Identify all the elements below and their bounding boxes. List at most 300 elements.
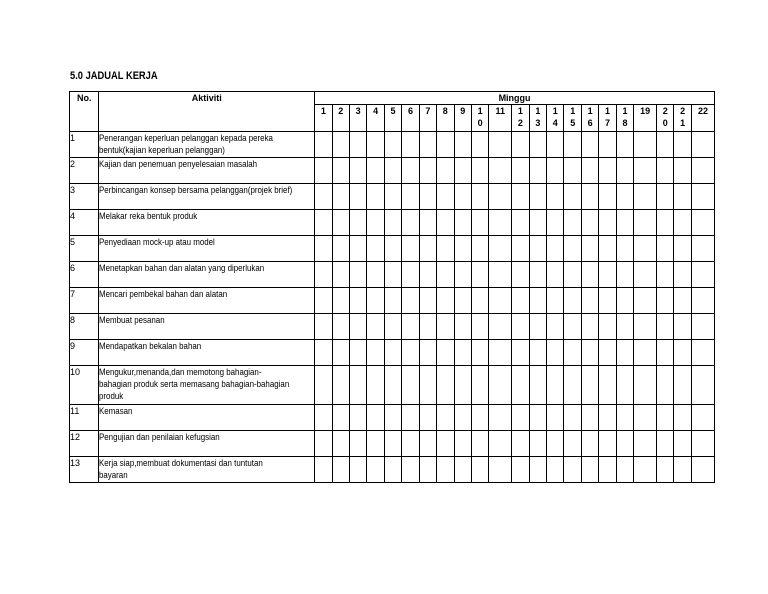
schedule-cell bbox=[599, 236, 616, 262]
schedule-cell bbox=[547, 314, 564, 340]
schedule-cell bbox=[402, 457, 419, 483]
schedule-cell bbox=[634, 405, 657, 431]
schedule-cell bbox=[367, 158, 384, 184]
schedule-cell bbox=[384, 366, 401, 405]
schedule-cell bbox=[332, 158, 349, 184]
schedule-cell bbox=[616, 262, 633, 288]
schedule-cell bbox=[634, 340, 657, 366]
schedule-cell bbox=[402, 210, 419, 236]
schedule-cell bbox=[657, 236, 674, 262]
schedule-cell bbox=[616, 132, 633, 158]
schedule-cell bbox=[512, 262, 529, 288]
schedule-cell bbox=[547, 340, 564, 366]
schedule-cell bbox=[471, 236, 488, 262]
schedule-cell bbox=[512, 457, 529, 483]
schedule-cell bbox=[581, 288, 598, 314]
week-number-digit: 1 bbox=[680, 118, 686, 128]
schedule-cell bbox=[529, 405, 546, 431]
schedule-cell bbox=[674, 314, 691, 340]
document-title: 5.0 JADUAL KERJA bbox=[70, 70, 158, 82]
schedule-cell bbox=[332, 262, 349, 288]
schedule-cell bbox=[657, 340, 674, 366]
activity-cell: Mencari pembekal bahan dan alatan bbox=[99, 288, 315, 314]
row-number: 13 bbox=[70, 457, 99, 483]
schedule-cell bbox=[657, 288, 674, 314]
table-row bbox=[70, 340, 715, 366]
schedule-cell bbox=[581, 236, 598, 262]
row-number: 12 bbox=[70, 431, 99, 457]
schedule-cell bbox=[512, 288, 529, 314]
schedule-cell bbox=[674, 431, 691, 457]
schedule-cell bbox=[454, 431, 471, 457]
schedule-cell bbox=[349, 262, 366, 288]
week-number-digit: 1 bbox=[605, 106, 611, 116]
schedule-cell bbox=[599, 262, 616, 288]
schedule-cell bbox=[691, 236, 714, 262]
schedule-cell bbox=[471, 314, 488, 340]
row-number: 5 bbox=[70, 236, 99, 262]
schedule-cell bbox=[674, 262, 691, 288]
schedule-cell bbox=[402, 366, 419, 405]
schedule-cell bbox=[489, 288, 512, 314]
schedule-cell bbox=[332, 431, 349, 457]
schedule-cell bbox=[529, 184, 546, 210]
week-number-digit: 1 bbox=[517, 106, 523, 116]
schedule-cell bbox=[489, 314, 512, 340]
schedule-cell bbox=[489, 184, 512, 210]
schedule-cell bbox=[529, 132, 546, 158]
schedule-cell bbox=[581, 210, 598, 236]
schedule-cell bbox=[454, 158, 471, 184]
schedule-cell bbox=[454, 210, 471, 236]
week-number-digit: 3 bbox=[535, 118, 541, 128]
schedule-cell bbox=[384, 288, 401, 314]
schedule-cell bbox=[349, 457, 366, 483]
schedule-cell bbox=[419, 366, 436, 405]
activity-cell: Penerangan keperluan pelanggan kepada pereka bentuk(kajian keperluan pelanggan) bbox=[99, 132, 315, 158]
schedule-cell bbox=[384, 132, 401, 158]
schedule-cell bbox=[547, 158, 564, 184]
schedule-cell bbox=[402, 431, 419, 457]
schedule-cell bbox=[315, 262, 332, 288]
schedule-cell bbox=[437, 262, 454, 288]
schedule-cell bbox=[581, 184, 598, 210]
schedule-cell bbox=[674, 457, 691, 483]
schedule-cell bbox=[581, 132, 598, 158]
schedule-cell bbox=[315, 314, 332, 340]
week-number-digit: 9 bbox=[460, 106, 466, 116]
schedule-cell bbox=[419, 236, 436, 262]
schedule-cell bbox=[349, 132, 366, 158]
schedule-cell bbox=[419, 314, 436, 340]
week-number-cell bbox=[332, 105, 349, 132]
table-row bbox=[70, 236, 715, 262]
schedule-cell bbox=[471, 457, 488, 483]
schedule-cell bbox=[454, 457, 471, 483]
schedule-cell bbox=[657, 366, 674, 405]
schedule-cell bbox=[489, 210, 512, 236]
schedule-cell bbox=[384, 405, 401, 431]
schedule-cell bbox=[437, 210, 454, 236]
schedule-cell bbox=[581, 340, 598, 366]
schedule-cell bbox=[332, 457, 349, 483]
schedule-cell bbox=[367, 405, 384, 431]
schedule-cell bbox=[384, 340, 401, 366]
schedule-cell bbox=[674, 158, 691, 184]
week-number-digit: 0 bbox=[477, 118, 483, 128]
schedule-cell bbox=[691, 262, 714, 288]
schedule-cell bbox=[315, 132, 332, 158]
activity-rows bbox=[70, 132, 715, 483]
schedule-cell bbox=[419, 405, 436, 431]
activity-cell: Membuat pesanan bbox=[99, 314, 315, 340]
week-number-digit: 1 bbox=[552, 106, 558, 116]
row-number: 11 bbox=[70, 405, 99, 431]
schedule-cell bbox=[512, 210, 529, 236]
schedule-cell bbox=[674, 405, 691, 431]
schedule-cell bbox=[402, 340, 419, 366]
schedule-cell bbox=[547, 405, 564, 431]
week-number-cell bbox=[547, 105, 564, 132]
schedule-cell bbox=[599, 210, 616, 236]
schedule-cell bbox=[367, 288, 384, 314]
week-number-digit: 19 bbox=[640, 106, 651, 116]
schedule-cell bbox=[437, 236, 454, 262]
table-row bbox=[70, 314, 715, 340]
activity-cell: Penyediaan mock-up atau model bbox=[99, 236, 315, 262]
schedule-cell bbox=[657, 457, 674, 483]
schedule-cell bbox=[349, 184, 366, 210]
week-number-digit: 3 bbox=[355, 106, 361, 116]
schedule-cell bbox=[367, 314, 384, 340]
schedule-cell bbox=[512, 184, 529, 210]
schedule-cell bbox=[512, 314, 529, 340]
schedule-cell bbox=[384, 262, 401, 288]
row-number: 7 bbox=[70, 288, 99, 314]
schedule-cell bbox=[564, 288, 581, 314]
schedule-cell bbox=[564, 262, 581, 288]
schedule-cell bbox=[437, 340, 454, 366]
schedule-cell bbox=[315, 288, 332, 314]
schedule-cell bbox=[367, 457, 384, 483]
schedule-cell bbox=[691, 431, 714, 457]
schedule-cell bbox=[512, 132, 529, 158]
schedule-cell bbox=[547, 366, 564, 405]
activity-cell: Perbincangan konsep bersama pelanggan(projek brief) bbox=[99, 184, 315, 210]
week-number-digit: 5 bbox=[570, 118, 576, 128]
schedule-cell bbox=[489, 431, 512, 457]
schedule-cell bbox=[657, 314, 674, 340]
schedule-cell bbox=[315, 405, 332, 431]
schedule-cell bbox=[581, 262, 598, 288]
schedule-cell bbox=[419, 340, 436, 366]
schedule-cell bbox=[384, 210, 401, 236]
schedule-cell bbox=[315, 431, 332, 457]
week-number-cell bbox=[657, 105, 674, 132]
week-number-cell bbox=[529, 105, 546, 132]
schedule-cell bbox=[547, 262, 564, 288]
week-number-digit: 8 bbox=[622, 118, 628, 128]
schedule-cell bbox=[367, 340, 384, 366]
schedule-cell bbox=[634, 132, 657, 158]
schedule-cell bbox=[616, 184, 633, 210]
schedule-cell bbox=[529, 366, 546, 405]
schedule-cell bbox=[471, 405, 488, 431]
schedule-cell bbox=[674, 132, 691, 158]
week-number-digit: 2 bbox=[517, 118, 523, 128]
schedule-cell bbox=[315, 184, 332, 210]
schedule-cell bbox=[402, 132, 419, 158]
row-number: 1 bbox=[70, 132, 99, 158]
schedule-cell bbox=[529, 340, 546, 366]
week-number-cell bbox=[419, 105, 436, 132]
schedule-cell bbox=[349, 340, 366, 366]
schedule-cell bbox=[691, 314, 714, 340]
schedule-cell bbox=[419, 288, 436, 314]
schedule-cell bbox=[581, 366, 598, 405]
schedule-cell bbox=[512, 158, 529, 184]
schedule-cell bbox=[512, 431, 529, 457]
week-number-digit: 5 bbox=[390, 106, 396, 116]
schedule-cell bbox=[581, 405, 598, 431]
schedule-cell bbox=[564, 366, 581, 405]
header-no: No. bbox=[70, 92, 99, 132]
schedule-cell bbox=[471, 158, 488, 184]
week-number-cell bbox=[581, 105, 598, 132]
week-number-cell bbox=[402, 105, 419, 132]
schedule-cell bbox=[332, 366, 349, 405]
schedule-cell bbox=[402, 288, 419, 314]
schedule-cell bbox=[691, 288, 714, 314]
schedule-cell bbox=[402, 236, 419, 262]
schedule-cell bbox=[581, 158, 598, 184]
schedule-cell bbox=[616, 288, 633, 314]
row-number: 8 bbox=[70, 314, 99, 340]
schedule-cell bbox=[454, 405, 471, 431]
schedule-cell bbox=[489, 366, 512, 405]
schedule-cell bbox=[315, 366, 332, 405]
schedule-cell bbox=[437, 158, 454, 184]
week-number-cell bbox=[564, 105, 581, 132]
schedule-cell bbox=[332, 132, 349, 158]
row-number: 4 bbox=[70, 210, 99, 236]
schedule-cell bbox=[419, 158, 436, 184]
week-number-digit: 6 bbox=[407, 106, 413, 116]
activity-cell: Menetapkan bahan dan alatan yang diperlukan bbox=[99, 262, 315, 288]
schedule-cell bbox=[489, 405, 512, 431]
schedule-cell bbox=[634, 366, 657, 405]
schedule-cell bbox=[529, 457, 546, 483]
week-number-cell bbox=[349, 105, 366, 132]
activity-cell: Kerja siap,membuat dokumentasi dan tuntutan bayaran bbox=[99, 457, 315, 483]
table-row bbox=[70, 405, 715, 431]
week-number-digit: 7 bbox=[605, 118, 611, 128]
schedule-cell bbox=[599, 314, 616, 340]
week-number-digit: 4 bbox=[373, 106, 379, 116]
schedule-cell bbox=[349, 210, 366, 236]
schedule-cell bbox=[437, 405, 454, 431]
schedule-cell bbox=[419, 457, 436, 483]
schedule-cell bbox=[547, 431, 564, 457]
schedule-cell bbox=[489, 236, 512, 262]
schedule-cell bbox=[471, 431, 488, 457]
week-number-digit: 11 bbox=[495, 106, 506, 116]
schedule-cell bbox=[581, 314, 598, 340]
row-number: 10 bbox=[70, 366, 99, 405]
schedule-cell bbox=[454, 314, 471, 340]
schedule-cell bbox=[437, 184, 454, 210]
schedule-cell bbox=[674, 210, 691, 236]
schedule-cell bbox=[691, 184, 714, 210]
schedule-cell bbox=[384, 158, 401, 184]
schedule-cell bbox=[564, 210, 581, 236]
schedule-cell bbox=[616, 236, 633, 262]
schedule-cell bbox=[489, 340, 512, 366]
schedule-cell bbox=[367, 431, 384, 457]
schedule-cell bbox=[367, 184, 384, 210]
schedule-cell bbox=[529, 431, 546, 457]
schedule-cell bbox=[454, 340, 471, 366]
schedule-cell bbox=[529, 262, 546, 288]
activity-cell: Mengukur,menanda,dan memotong bahagian- bahagian produk serta memasang bahagian-bahagian produk bbox=[99, 366, 315, 405]
schedule-cell bbox=[419, 262, 436, 288]
activity-cell: Melakar reka bentuk produk bbox=[99, 210, 315, 236]
week-number-digit: 8 bbox=[442, 106, 448, 116]
schedule-cell bbox=[454, 262, 471, 288]
schedule-cell bbox=[332, 405, 349, 431]
week-number-cell bbox=[634, 105, 657, 132]
schedule-cell bbox=[564, 340, 581, 366]
activity-cell: Kemasan bbox=[99, 405, 315, 431]
schedule-cell bbox=[529, 210, 546, 236]
schedule-cell bbox=[402, 262, 419, 288]
schedule-cell bbox=[599, 132, 616, 158]
schedule-cell bbox=[674, 340, 691, 366]
schedule-cell bbox=[616, 314, 633, 340]
week-number-digit: 1 bbox=[535, 106, 541, 116]
schedule-cell bbox=[616, 210, 633, 236]
schedule-cell bbox=[332, 236, 349, 262]
week-number-digit: 1 bbox=[622, 106, 628, 116]
schedule-cell bbox=[529, 314, 546, 340]
schedule-cell bbox=[564, 431, 581, 457]
schedule-cell bbox=[529, 158, 546, 184]
activity-cell: Kajian dan penemuan penyelesaian masalah bbox=[99, 158, 315, 184]
table-row bbox=[70, 158, 715, 184]
week-number-digit: 1 bbox=[570, 106, 576, 116]
header-row bbox=[70, 92, 715, 105]
schedule-cell bbox=[332, 288, 349, 314]
week-number-digit: 6 bbox=[587, 118, 593, 128]
table-row bbox=[70, 184, 715, 210]
table-row bbox=[70, 431, 715, 457]
schedule-cell bbox=[402, 405, 419, 431]
schedule-cell bbox=[437, 457, 454, 483]
week-number-cell bbox=[691, 105, 714, 132]
schedule-cell bbox=[332, 210, 349, 236]
schedule-cell bbox=[384, 184, 401, 210]
schedule-cell bbox=[384, 431, 401, 457]
week-number-digit: 22 bbox=[697, 106, 708, 116]
schedule-cell bbox=[634, 288, 657, 314]
week-number-cell bbox=[616, 105, 633, 132]
schedule-cell bbox=[489, 262, 512, 288]
schedule-cell bbox=[599, 158, 616, 184]
schedule-cell bbox=[547, 288, 564, 314]
table-row bbox=[70, 262, 715, 288]
schedule-cell bbox=[367, 210, 384, 236]
table-row bbox=[70, 210, 715, 236]
schedule-cell bbox=[332, 184, 349, 210]
schedule-cell bbox=[564, 405, 581, 431]
schedule-cell bbox=[691, 457, 714, 483]
week-number-digit: 1 bbox=[320, 106, 326, 116]
week-number-digit: 2 bbox=[338, 106, 344, 116]
schedule-cell bbox=[471, 340, 488, 366]
schedule-cell bbox=[367, 132, 384, 158]
schedule-cell bbox=[315, 236, 332, 262]
schedule-cell bbox=[599, 184, 616, 210]
schedule-cell bbox=[384, 236, 401, 262]
activity-cell: Pengujian dan penilaian kefugsian bbox=[99, 431, 315, 457]
schedule-cell bbox=[691, 340, 714, 366]
schedule-cell bbox=[616, 158, 633, 184]
schedule-cell bbox=[657, 184, 674, 210]
schedule-cell bbox=[512, 366, 529, 405]
week-number-cell bbox=[384, 105, 401, 132]
schedule-cell bbox=[599, 288, 616, 314]
schedule-cell bbox=[471, 288, 488, 314]
week-number-digit: 1 bbox=[587, 106, 593, 116]
schedule-cell bbox=[691, 210, 714, 236]
schedule-cell bbox=[349, 158, 366, 184]
schedule-cell bbox=[367, 262, 384, 288]
table-row bbox=[70, 366, 715, 405]
schedule-cell bbox=[657, 431, 674, 457]
schedule-cell bbox=[402, 158, 419, 184]
schedule-cell bbox=[471, 184, 488, 210]
schedule-cell bbox=[489, 158, 512, 184]
row-number: 6 bbox=[70, 262, 99, 288]
schedule-cell bbox=[349, 314, 366, 340]
schedule-cell bbox=[402, 184, 419, 210]
schedule-cell bbox=[691, 405, 714, 431]
week-number-digit: 4 bbox=[552, 118, 558, 128]
header-week: Minggu bbox=[315, 92, 715, 105]
activity-cell: Mendapatkan bekalan bahan bbox=[99, 340, 315, 366]
schedule-cell bbox=[657, 405, 674, 431]
table-row bbox=[70, 132, 715, 158]
schedule-cell bbox=[454, 366, 471, 405]
schedule-cell bbox=[349, 431, 366, 457]
schedule-cell bbox=[634, 184, 657, 210]
schedule-cell bbox=[315, 457, 332, 483]
week-number-cell bbox=[454, 105, 471, 132]
schedule-cell bbox=[616, 366, 633, 405]
schedule-cell bbox=[471, 132, 488, 158]
schedule-cell bbox=[349, 288, 366, 314]
schedule-cell bbox=[384, 457, 401, 483]
schedule-cell bbox=[529, 236, 546, 262]
schedule-cell bbox=[437, 288, 454, 314]
schedule-cell bbox=[634, 236, 657, 262]
schedule-cell bbox=[581, 457, 598, 483]
schedule-cell bbox=[332, 314, 349, 340]
schedule-cell bbox=[634, 431, 657, 457]
schedule-cell bbox=[454, 288, 471, 314]
schedule-cell bbox=[691, 366, 714, 405]
schedule-cell bbox=[419, 210, 436, 236]
